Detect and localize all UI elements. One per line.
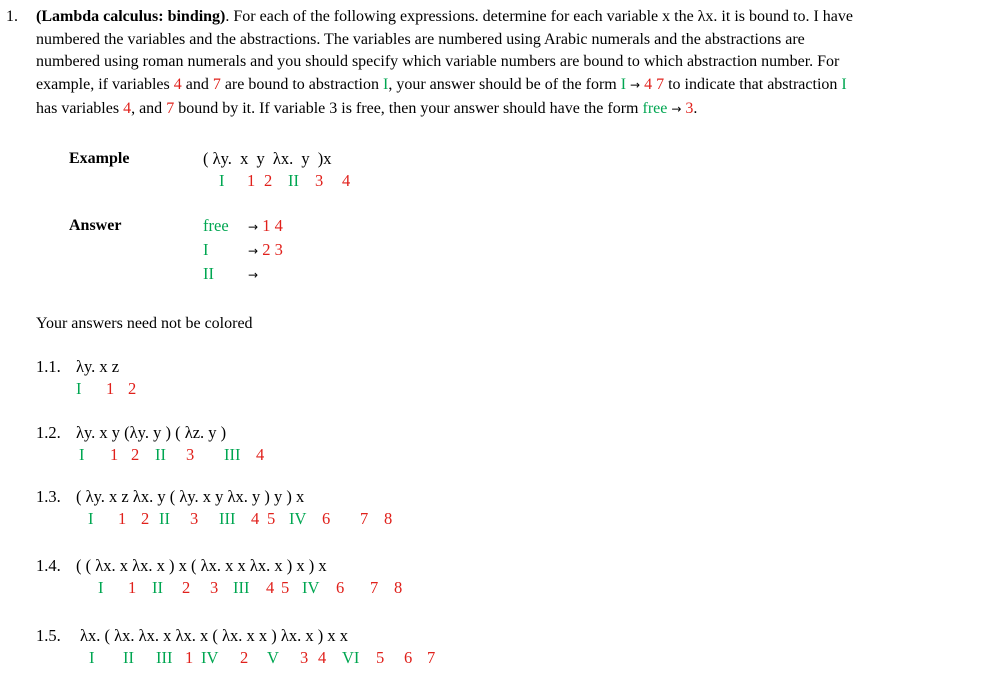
answer-row bbox=[203, 240, 209, 260]
example-label: Example bbox=[69, 150, 130, 167]
var-numbers: 4 7 bbox=[644, 76, 665, 93]
var-number: 4 bbox=[256, 445, 265, 464]
var-number: 1 bbox=[185, 648, 194, 667]
abstraction-number: III bbox=[156, 648, 173, 667]
expr-token: ) bbox=[317, 149, 324, 168]
var-number: 1 bbox=[106, 379, 115, 398]
abstraction-number: II bbox=[155, 445, 166, 464]
item-1-2-number: 1.2. bbox=[36, 423, 61, 442]
text: , and bbox=[131, 100, 167, 117]
var-number: 7 bbox=[370, 578, 379, 597]
abstraction-number: I bbox=[841, 76, 847, 93]
question-line-3: numbered using roman numerals and you should specify which variable numbers are bound to which abstraction number. For bbox=[36, 53, 840, 70]
coloring-note: Your answers need not be colored bbox=[36, 315, 253, 332]
abstraction-number: IV bbox=[201, 648, 219, 667]
expr-token: y bbox=[301, 149, 310, 168]
abstraction-number: II bbox=[159, 509, 170, 528]
item-1-5-number: 1.5. bbox=[36, 626, 61, 645]
var-number: 3 bbox=[685, 100, 694, 117]
abstraction-number: I bbox=[383, 76, 389, 93]
answer-label: Answer bbox=[69, 217, 122, 234]
item-1-3-number: 1.3. bbox=[36, 487, 61, 506]
abstraction-number: IV bbox=[302, 578, 320, 597]
item-1-4-expression: ( ( λx. x λx. x ) x ( λx. x x λx. x ) x ) x bbox=[76, 556, 327, 575]
text: and bbox=[181, 76, 213, 93]
answer-row bbox=[203, 216, 229, 236]
abstraction-number: IV bbox=[289, 509, 307, 528]
item-1-5-expression: λx. ( λx. λx. x λx. x ( λx. x x ) λx. x ) x x bbox=[80, 626, 348, 645]
binder-label: free bbox=[203, 216, 229, 235]
var-number: 1 bbox=[110, 445, 119, 464]
var-number: 5 bbox=[281, 578, 290, 597]
expr-token: ( λy. bbox=[203, 149, 232, 168]
abstraction-number: I bbox=[79, 445, 85, 464]
var-number: 2 bbox=[240, 648, 249, 667]
var-number: 7 bbox=[212, 76, 221, 93]
free-label: free bbox=[642, 100, 668, 117]
var-number: 4 bbox=[318, 648, 327, 667]
item-1-4-number: 1.4. bbox=[36, 556, 61, 575]
item-1-1-expression: λy. x z bbox=[76, 357, 120, 376]
question-line-5 bbox=[36, 98, 697, 121]
var-number: 3 bbox=[210, 578, 219, 597]
var-numbers: 1 4 bbox=[262, 216, 283, 235]
var-number: 2 bbox=[128, 379, 137, 398]
var-number: 5 bbox=[376, 648, 385, 667]
question-line-4 bbox=[36, 74, 847, 97]
var-number: 3 bbox=[186, 445, 195, 464]
abstraction-number: I bbox=[89, 648, 95, 667]
answer-row-arrow bbox=[248, 264, 258, 284]
arrow-icon: → bbox=[248, 220, 259, 234]
arrow-icon: → bbox=[248, 268, 259, 282]
text: example, if variables bbox=[36, 76, 174, 93]
expr-token: y bbox=[256, 149, 265, 168]
var-number: 2 bbox=[141, 509, 150, 528]
text: are bound to abstraction bbox=[220, 76, 383, 93]
abstraction-number: I bbox=[219, 171, 225, 190]
var-number: 2 bbox=[131, 445, 140, 464]
var-numbers: 2 3 bbox=[262, 240, 283, 259]
arrow-icon: → bbox=[671, 102, 682, 116]
abstraction-number: III bbox=[233, 578, 250, 597]
answer-row bbox=[203, 264, 214, 284]
var-number: 6 bbox=[404, 648, 413, 667]
var-number: 5 bbox=[267, 509, 276, 528]
var-number: 7 bbox=[360, 509, 369, 528]
arrow-icon: → bbox=[248, 244, 259, 258]
question-line-1 bbox=[36, 6, 853, 29]
text: , your answer should be of the form bbox=[388, 76, 621, 93]
var-number: 4 bbox=[123, 100, 132, 117]
abstraction-number: III bbox=[224, 445, 241, 464]
var-number: 4 bbox=[266, 578, 275, 597]
binder-label: I bbox=[203, 240, 209, 259]
question-line-1-text: . For each of the following expressions. determine for each variable x the λx. it is bound to. I have bbox=[225, 8, 853, 25]
item-1-3-expression: ( λy. x z λx. y ( λy. x y λx. y ) y ) x bbox=[76, 487, 305, 506]
text: to indicate that abstraction bbox=[664, 76, 842, 93]
answer-row-arrow bbox=[248, 216, 283, 236]
abstraction-number: II bbox=[288, 171, 299, 190]
var-number: 4 bbox=[342, 171, 351, 190]
var-number: 3 bbox=[300, 648, 309, 667]
abstraction-number: V bbox=[267, 648, 279, 667]
expr-token: x bbox=[323, 149, 332, 168]
answer-row-arrow bbox=[248, 240, 283, 260]
expr-token: λx. bbox=[272, 149, 294, 168]
var-number: 7 bbox=[166, 100, 175, 117]
abstraction-number: I bbox=[98, 578, 104, 597]
text: has variables bbox=[36, 100, 124, 117]
var-number: 8 bbox=[384, 509, 393, 528]
abstraction-number: II bbox=[123, 648, 134, 667]
var-number: 8 bbox=[394, 578, 403, 597]
item-1-1-number: 1.1. bbox=[36, 357, 61, 376]
var-number: 1 bbox=[247, 171, 256, 190]
question-title: (Lambda calculus: binding) bbox=[36, 8, 226, 25]
abstraction-number: VI bbox=[342, 648, 360, 667]
question-line-2: numbered the variables and the abstractions. The variables are numbered using Arabic numerals and the abstractions are bbox=[36, 31, 805, 48]
text: . bbox=[693, 100, 698, 117]
abstraction-number: I bbox=[620, 76, 627, 93]
var-number: 2 bbox=[182, 578, 191, 597]
arrow-icon: → bbox=[630, 78, 641, 92]
var-number: 6 bbox=[336, 578, 345, 597]
var-number: 7 bbox=[427, 648, 436, 667]
abstraction-number: III bbox=[219, 509, 236, 528]
abstraction-number: I bbox=[88, 509, 94, 528]
text: bound by it. If variable 3 is free, then your answer should have the form bbox=[174, 100, 643, 117]
binder-label: II bbox=[203, 264, 214, 283]
abstraction-number: I bbox=[76, 379, 82, 398]
var-number: 4 bbox=[173, 76, 182, 93]
var-number: 1 bbox=[118, 509, 127, 528]
var-number: 3 bbox=[315, 171, 324, 190]
item-1-2-expression: λy. x y (λy. y ) ( λz. y ) bbox=[76, 423, 227, 442]
expr-token: x bbox=[240, 149, 249, 168]
var-number: 1 bbox=[128, 578, 137, 597]
var-number: 4 bbox=[251, 509, 260, 528]
abstraction-number: II bbox=[152, 578, 163, 597]
var-number: 6 bbox=[322, 509, 331, 528]
var-number: 2 bbox=[264, 171, 273, 190]
question-number: 1. bbox=[6, 8, 18, 25]
var-number: 3 bbox=[190, 509, 199, 528]
example-expression bbox=[203, 149, 331, 169]
